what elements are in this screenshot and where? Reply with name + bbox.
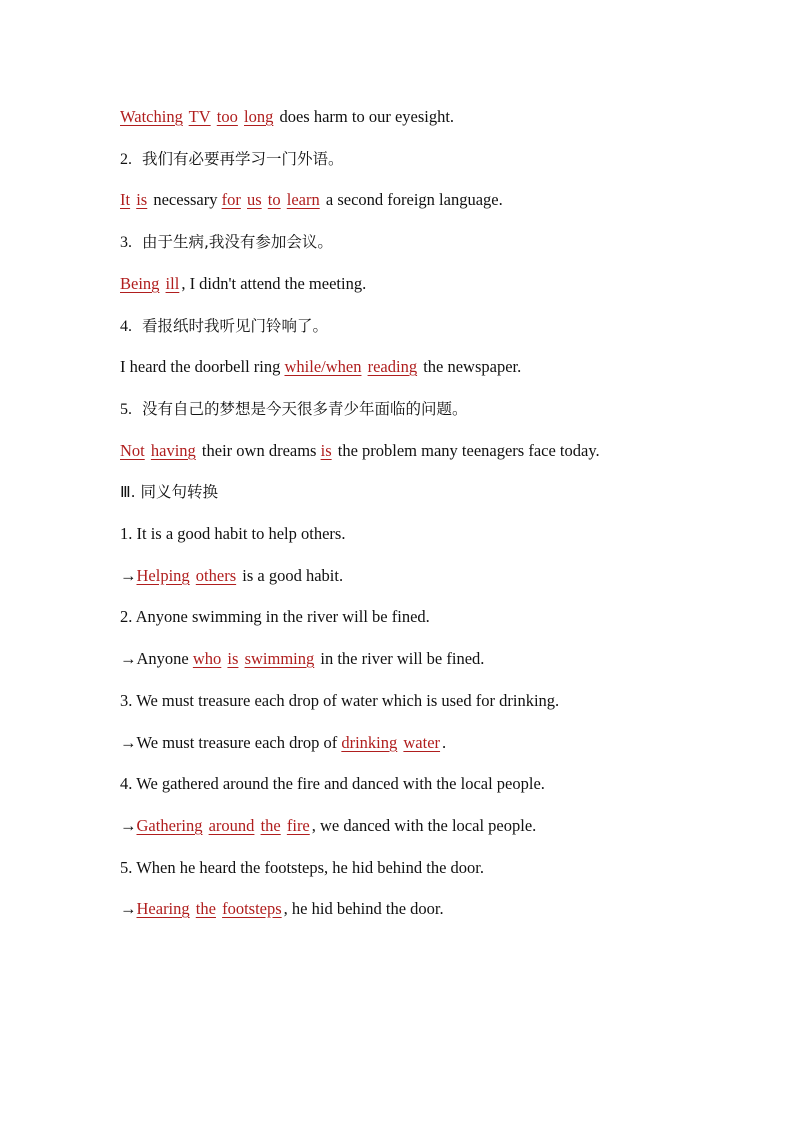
sentence-text: → <box>120 566 137 585</box>
chinese-prompt-line <box>120 231 754 254</box>
sentence-text: 2. Anyone swimming in the river will be fined. <box>120 607 430 626</box>
sentence-text: their own dreams <box>197 441 321 460</box>
answer-word: Being <box>120 274 160 293</box>
answer-word: footsteps <box>222 899 282 918</box>
answer-word: having <box>150 441 196 460</box>
sentence-text: 3. We must treasure each drop of water which is used for drinking. <box>120 691 560 710</box>
sentence-text: →Anyone <box>120 649 193 668</box>
english-sentence-line <box>120 273 754 295</box>
sentence-text: 5. When he heard the footsteps, he hid behind the door. <box>120 858 484 877</box>
answer-word: drinking <box>341 733 398 752</box>
answer-word: long <box>244 107 274 126</box>
answer-word: us <box>247 190 262 209</box>
english-sentence-line <box>120 565 754 587</box>
chinese-sentence: 我们有必要再学习一门外语。 <box>142 150 344 168</box>
sentence-text <box>161 274 165 293</box>
sentence-text: , we danced with the local people. <box>311 816 537 835</box>
english-sentence-line <box>120 857 754 879</box>
answer-word: learn <box>286 190 320 209</box>
english-sentence-line <box>120 898 754 920</box>
chinese-sentence: 看报纸时我听见门铃响了。 <box>142 317 329 335</box>
sentence-text: → <box>120 899 137 918</box>
answer-word: the <box>260 816 281 835</box>
answer-word: fire <box>286 816 310 835</box>
english-sentence-line <box>120 690 754 712</box>
answer-word: to <box>267 190 281 209</box>
answer-word: swimming <box>244 649 315 668</box>
answer-word: around <box>208 816 255 835</box>
answer-word: is <box>320 441 332 460</box>
sentence-text <box>256 816 260 835</box>
answer-word: the <box>195 899 216 918</box>
sentence-text: in the river will be fined. <box>316 649 485 668</box>
chinese-prompt-line <box>120 398 754 421</box>
answer-word: Not <box>120 441 145 460</box>
answer-word: ill <box>165 274 180 293</box>
sentence-text: , he hid behind the door. <box>283 899 444 918</box>
answer-word: is <box>227 649 239 668</box>
section-heading <box>120 481 754 503</box>
answer-word: It <box>120 190 131 209</box>
sentence-text <box>363 357 367 376</box>
english-sentence-line <box>120 606 754 628</box>
sentence-text: . <box>442 733 447 752</box>
sentence-text: does harm to our eyesight. <box>275 107 455 126</box>
answer-word: others <box>195 566 237 585</box>
item-number: 3. <box>120 234 132 251</box>
sentence-text: is a good habit. <box>238 566 344 585</box>
answer-word: TV <box>188 107 211 126</box>
english-sentence-line <box>120 815 754 837</box>
answer-word: while/when <box>284 357 362 376</box>
sentence-text: 1. It is a good habit to help others. <box>120 524 346 543</box>
english-sentence-line <box>120 189 754 211</box>
english-sentence-line <box>120 732 754 754</box>
answer-word: Helping <box>136 566 190 585</box>
sentence-text: necessary <box>149 190 222 209</box>
english-sentence-line <box>120 106 754 128</box>
answer-word: Gathering <box>136 816 203 835</box>
sentence-text: → <box>120 816 137 835</box>
item-number: 5. <box>120 401 132 418</box>
chinese-prompt-line <box>120 148 754 171</box>
answer-word: Hearing <box>136 899 190 918</box>
answer-word: water <box>403 733 441 752</box>
sentence-text: , I didn't attend the meeting. <box>181 274 367 293</box>
english-sentence-line <box>120 773 754 795</box>
item-number: 2. <box>120 151 132 168</box>
sentence-text <box>240 649 244 668</box>
answer-word: Watching <box>120 107 183 126</box>
item-number: 4. <box>120 318 132 335</box>
sentence-text: →We must treasure each drop of <box>120 733 342 752</box>
sentence-text: a second foreign language. <box>321 190 503 209</box>
english-sentence-line <box>120 648 754 670</box>
english-sentence-line <box>120 440 754 462</box>
answer-word: for <box>221 190 241 209</box>
answer-word: too <box>216 107 238 126</box>
chinese-sentence: 由于生病,我没有参加会议。 <box>142 233 333 251</box>
english-sentence-line <box>120 523 754 545</box>
english-sentence-line <box>120 356 754 378</box>
sentence-text <box>204 816 208 835</box>
answer-word: is <box>136 190 148 209</box>
section-heading-text: Ⅲ. 同义句转换 <box>120 483 219 501</box>
chinese-sentence: 没有自己的梦想是今天很多青少年面临的问题。 <box>142 400 468 418</box>
answer-word: who <box>192 649 222 668</box>
sentence-text: 4. We gathered around the fire and danced with the local people. <box>120 774 545 793</box>
sentence-text: I heard the doorbell ring <box>120 357 285 376</box>
sentence-text: the problem many teenagers face today. <box>333 441 600 460</box>
chinese-prompt-line <box>120 315 754 338</box>
sentence-text: the newspaper. <box>419 357 522 376</box>
answer-word: reading <box>367 357 418 376</box>
